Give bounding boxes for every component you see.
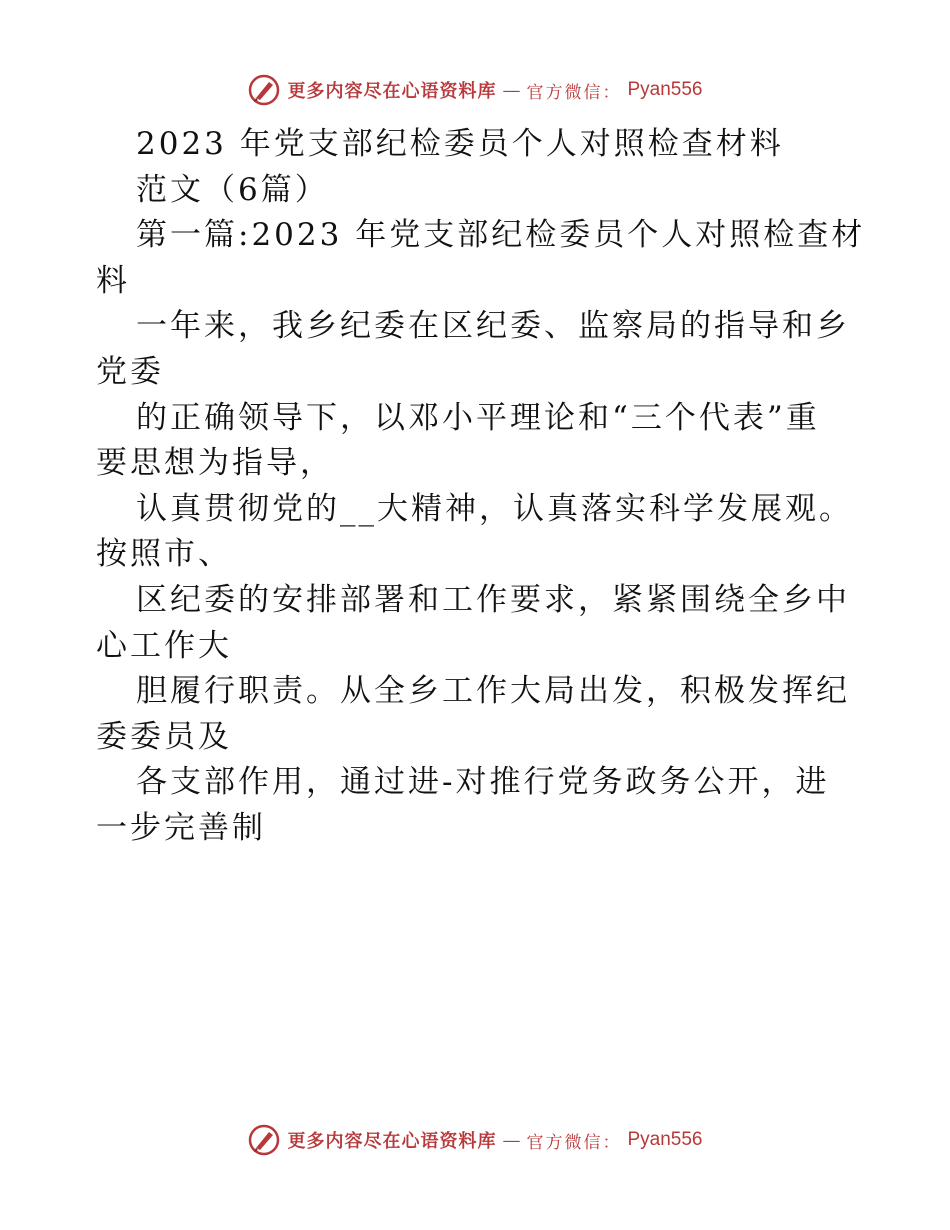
text-line: 认真贯彻党的__大精神，认真落实科学发展观。 (136, 490, 853, 527)
text-line: 党委 (96, 353, 164, 390)
text-line: 一年来，我乡纪委在区纪委、监察局的指导和乡 (136, 308, 850, 345)
quill-pen-logo-icon (247, 73, 281, 107)
text-line: 一步完善制 (96, 809, 266, 846)
document-body (96, 122, 866, 852)
text-line: 按照市、 (96, 536, 232, 573)
watermark-wechat-id: Pyan556 (627, 1129, 703, 1150)
watermark-label: 官方微信： (526, 82, 622, 103)
text-line: 的正确领导下，以邓小平理论和“三个代表”重 (136, 399, 820, 436)
text-line: 区纪委的安排部署和工作要求，紧紧围绕全乡中 (136, 581, 850, 618)
text-line: 胆履行职责。从全乡工作大局出发，积极发挥纪 (136, 673, 850, 710)
watermark-separator: — (502, 79, 521, 101)
text-line: 范文（6篇） (136, 171, 329, 208)
footer-watermark (0, 1120, 950, 1160)
watermark-label: 官方微信： (526, 1132, 622, 1153)
watermark-main-text: 更多内容尽在心语资料库 (287, 1131, 497, 1152)
watermark-separator: — (502, 1129, 521, 1151)
text-line: 各支部作用，通过进-对推行党务政务公开，进 (136, 764, 830, 801)
text-line: 第一篇:2023 年党支部纪检委员个人对照检查材 (136, 217, 866, 254)
text-line: 2023 年党支部纪检委员个人对照检查材料 (136, 126, 784, 162)
text-line: 委委员及 (96, 718, 232, 755)
watermark-main-text: 更多内容尽在心语资料库 (287, 81, 497, 102)
text-line: 心工作大 (96, 627, 232, 664)
header-watermark (0, 70, 950, 110)
quill-pen-logo-icon (247, 1123, 281, 1157)
text-line: 要思想为指导， (96, 445, 334, 482)
text-line: 料 (96, 262, 130, 299)
watermark-wechat-id: Pyan556 (627, 79, 703, 100)
